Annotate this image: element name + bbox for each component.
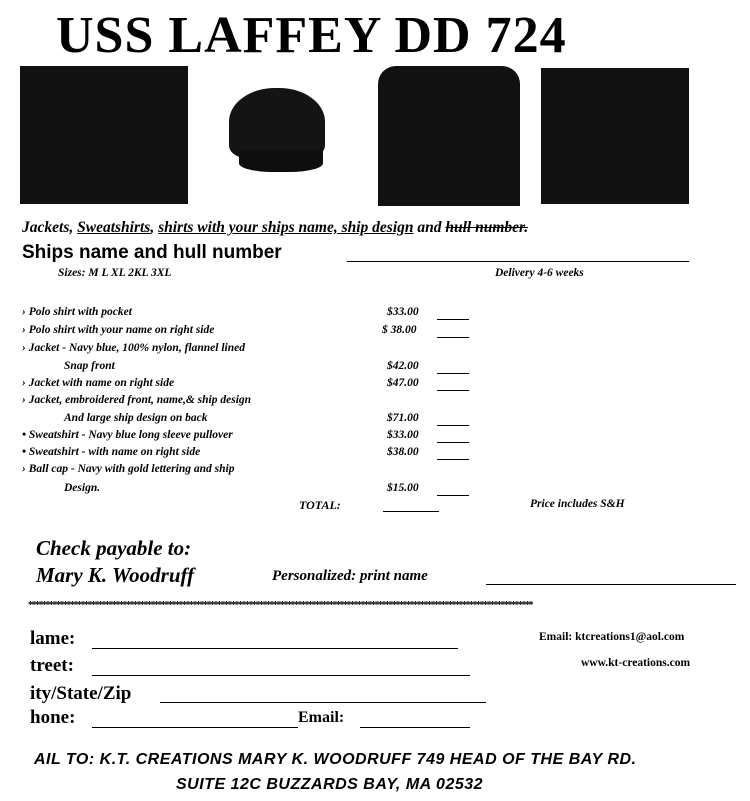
- total-field[interactable]: [383, 511, 439, 512]
- qty-field[interactable]: [437, 373, 469, 374]
- item-jacket-name: › Jacket with name on right side: [22, 377, 175, 389]
- tagline: Jackets, Sweatshirts, shirts with your ships name, ship design and hull number.: [22, 219, 529, 236]
- city-field[interactable]: [160, 702, 486, 703]
- item-jacket-embroidered: › Jacket, embroidered front, name,& ship design: [22, 394, 252, 406]
- item-ball-cap: › Ball cap - Navy with gold lettering and ship: [22, 463, 235, 475]
- personalized-label: Personalized: print name: [272, 568, 428, 584]
- price: $33.00: [387, 306, 419, 318]
- item-sweatshirt: • Sweatshirt - Navy blue long sleeve pullover: [22, 429, 233, 441]
- phone-label: hone:: [30, 707, 76, 728]
- ships-name-label: Ships name and hull number: [22, 242, 282, 263]
- name-field[interactable]: [92, 648, 458, 649]
- mail-to-line2: SUITE 12C BUZZARDS BAY, MA 02532: [176, 776, 484, 793]
- item-ball-cap-design: Design.: [64, 482, 101, 494]
- contact-email: Email: ktcreations1@aol.com: [539, 631, 685, 643]
- street-label: treet:: [30, 655, 74, 676]
- price: $15.00: [387, 482, 419, 494]
- mail-to-line1: AIL TO: K.T. CREATIONS MARY K. WOODRUFF 749 HEAD OF THE BAY RD.: [34, 751, 637, 768]
- page-title: USS LAFFEY DD 724: [56, 7, 567, 64]
- item-jacket: › Jacket - Navy blue, 100% nylon, flannel lined: [22, 342, 245, 354]
- qty-field[interactable]: [437, 319, 469, 320]
- item-polo-name: › Polo shirt with your name on right side: [22, 324, 215, 336]
- qty-field[interactable]: [437, 337, 469, 338]
- shirt-photo: [378, 66, 520, 206]
- ships-name-field[interactable]: [347, 261, 689, 262]
- name-label: lame:: [30, 628, 76, 649]
- check-payable-label: Check payable to:: [36, 536, 192, 560]
- price: $33.00: [387, 429, 419, 441]
- item-jacket-embroidered-back: And large ship design on back: [64, 412, 208, 424]
- price: $71.00: [387, 412, 419, 424]
- contact-website: www.kt-creations.com: [581, 657, 691, 669]
- qty-field[interactable]: [437, 495, 469, 496]
- qty-field[interactable]: [437, 442, 469, 443]
- sweatshirt-photo: [541, 68, 689, 204]
- jacket-photo: [20, 66, 188, 204]
- price-note: Price includes S&H: [530, 498, 625, 510]
- sizes-label: Sizes: M L XL 2KL 3XL: [58, 267, 172, 279]
- cap-photo: [225, 88, 331, 180]
- price: $47.00: [387, 377, 419, 389]
- personalized-name-field[interactable]: [486, 584, 736, 585]
- city-label: ity/State/Zip: [30, 683, 132, 704]
- price: $42.00: [387, 360, 419, 372]
- street-field[interactable]: [92, 675, 470, 676]
- total-label: TOTAL:: [299, 498, 341, 512]
- payee-name: Mary K. Woodruff: [36, 563, 195, 587]
- qty-field[interactable]: [437, 390, 469, 391]
- email-label: Email:: [298, 709, 345, 726]
- price: $38.00: [387, 446, 419, 458]
- phone-field[interactable]: [92, 727, 298, 728]
- item-polo-pocket: › Polo shirt with pocket: [22, 306, 132, 318]
- qty-field[interactable]: [437, 425, 469, 426]
- email-field[interactable]: [360, 727, 470, 728]
- item-jacket-snap: Snap front: [64, 360, 115, 372]
- delivery-label: Delivery 4-6 weeks: [495, 267, 584, 279]
- price: $ 38.00: [382, 324, 417, 336]
- qty-field[interactable]: [437, 459, 469, 460]
- star-divider: ************************************************************************************************************************************************: [28, 600, 532, 611]
- item-sweatshirt-name: • Sweatshirt - with name on right side: [22, 446, 201, 458]
